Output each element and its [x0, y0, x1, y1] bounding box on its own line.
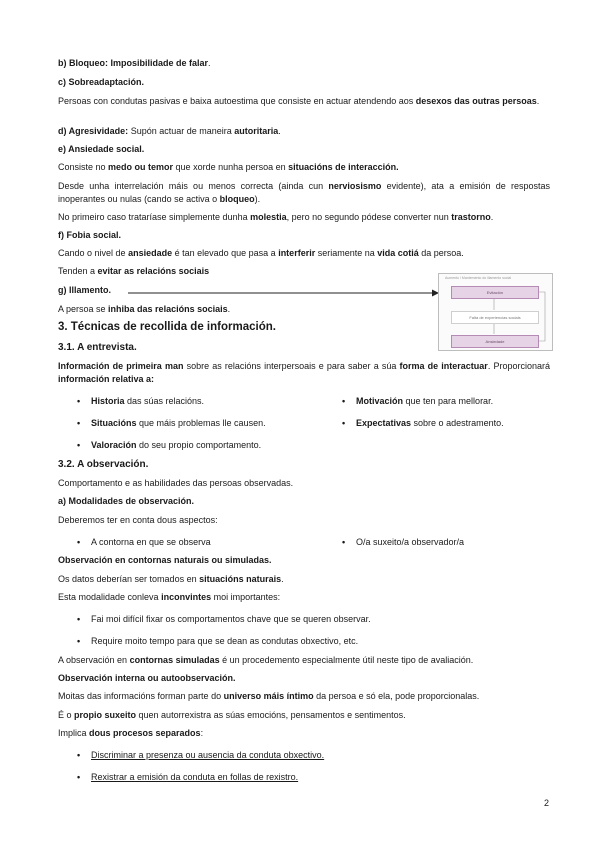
- bullet-contorna: • A contorna en que se observa: [77, 537, 211, 547]
- page-number: 2: [544, 798, 550, 808]
- section-3-heading: 3. Técnicas de recollida de información.: [58, 321, 276, 333]
- diagram-arrows: [439, 274, 552, 350]
- bullet-motivacion: • Motivación que ten para mellorar.: [342, 396, 494, 406]
- item-e-line1: Consiste no medo ou temor que xorde nunha persoa en situacións de interacción.: [58, 162, 399, 172]
- item-b: b) Bloqueo: Imposibilidade de falar.: [58, 58, 211, 68]
- bullet-proceso-2: • Rexistrar a emisión da conduta en follas de rexistro.: [77, 772, 299, 782]
- bullet-inconvinte-2: • Require moito tempo para que se dean as condutas obxectivo, etc.: [77, 636, 359, 646]
- diagram-title: Aumento / Mantemento do illamento social: [445, 276, 512, 280]
- obs-naturais-heading: Observación en contornas naturais ou simuladas.: [58, 555, 272, 565]
- bullet-inconvinte-1: • Fai moi difícil fixar os comportamentos chave que se queren observar.: [77, 614, 371, 624]
- item-d: d) Agresividade: Supón actuar de maneira autoritaria.: [58, 126, 281, 136]
- item-f-heading: f) Fobia social.: [58, 230, 122, 240]
- bullet-proceso-1: • Discriminar a presenza ou ausencia da conduta obxectivo.: [77, 750, 325, 760]
- section-3-1-paragraph: Información de primeira man sobre as relacións interpersoais e para saber a súa forma de interactuar. Proporcionará información relativa a:: [58, 361, 550, 384]
- item-g-line1: A persoa se inhiba das relacións sociais.: [58, 304, 231, 314]
- cycle-diagram: [438, 273, 553, 351]
- bullet-historia: • Historia das súas relacións.: [77, 396, 205, 406]
- bullet-situacions: • Situacións que máis problemas lle causen.: [77, 418, 266, 428]
- item-e-paragraph: Desde unha interrelación máis ou menos correcta (ainda cun nerviosismo evidente), ata a emisión de respostas inoperantes ou nulas (cando se activa o bloqueo).: [58, 181, 550, 204]
- modalidades-heading: a) Modalidades de observación.: [58, 496, 195, 506]
- inconvintes-line: Esta modalidade conleva inconvintes moi importantes:: [58, 592, 281, 602]
- bullet-suxeito: • O/a suxeito/a observador/a: [342, 537, 465, 547]
- item-g-heading: g) Illamento.: [58, 285, 112, 295]
- arrow-connector: [128, 288, 440, 298]
- implica-line: Implica dous procesos separados:: [58, 728, 204, 738]
- item-c-paragraph: Persoas con condutas pasivas e baixa autoestima que consiste en actuar atendendo aos desexos das outras persoas.: [58, 96, 540, 106]
- propio-line: É o propio suxeito quen autorrexistra as súas emocións, pensamentos e sentimentos.: [58, 710, 406, 720]
- aspectos-line: Deberemos ter en conta dous aspectos:: [58, 515, 218, 525]
- section-3-2-intro: Comportamento e as habilidades das persoas observadas.: [58, 478, 294, 488]
- bullet-valoracion: • Valoración do seu propio comportamento.: [77, 440, 262, 450]
- autoobservacion-heading: Observación interna ou autoobservación.: [58, 673, 236, 683]
- section-3-1-heading: 3.1. A entrevista.: [58, 342, 137, 353]
- bullet-expectativas: • Expectativas sobre o adestramento.: [342, 418, 504, 428]
- item-c-heading: c) Sobreadaptación.: [58, 77, 145, 87]
- simuladas-line: A observación en contornas simuladas é un procedemento especialmente útil neste tipo de avaliación.: [58, 655, 474, 665]
- datos-line: Os datos deberían ser tomados en situacións naturais.: [58, 574, 284, 584]
- item-e-heading: e) Ansiedade social.: [58, 144, 145, 154]
- item-f-line2: Tenden a evitar as relacións sociais: [58, 266, 210, 276]
- item-f-line1: Cando o nivel de ansiedade é tan elevado que pasa a interferir seriamente na vida cotiá da persoa.: [58, 248, 464, 258]
- section-3-2-heading: 3.2. A observación.: [58, 459, 149, 470]
- diagram-box-falta-experiencias: Falta de experiencias sociais: [451, 311, 539, 324]
- diagram-box-evitacion: Evitación: [451, 286, 539, 299]
- moitas-line: Moitas das informacións forman parte do universo máis íntimo da persoa e só ela, pode proporcionalas.: [58, 691, 480, 701]
- item-e-line3: No primeiro caso trataríase simplemente dunha molestia, pero no segundo pódese converter nun trastorno.: [58, 212, 494, 222]
- diagram-box-ansiedade: Ansiedade: [451, 335, 539, 348]
